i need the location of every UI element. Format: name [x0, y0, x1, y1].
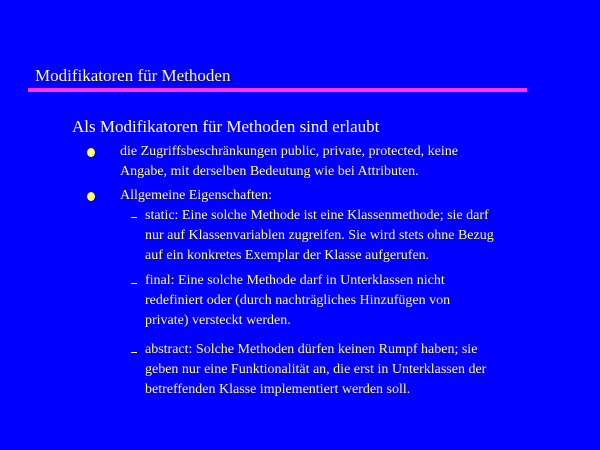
subitem-line: static: Eine solche Methode ist eine Klassenmethode; sie darf	[145, 208, 489, 223]
dash-icon	[131, 352, 137, 353]
bullet-line: die Zugriffsbeschränkungen public, private, protected, keine	[120, 144, 458, 159]
subitem-line: nur auf Klassenvariablen zugreifen. Sie wird stets ohne Bezug	[145, 228, 494, 243]
title-underline	[28, 88, 527, 92]
bullet-line: Allgemeine Eigenschaften:	[120, 188, 272, 203]
subitem-line: auf ein konkretes Exemplar der Klasse aufgerufen.	[145, 248, 430, 263]
dash-icon	[131, 283, 137, 284]
subitem-line: abstract: Solche Methoden dürfen keinen Rumpf haben; sie	[145, 342, 478, 357]
bullet-dot-icon	[87, 192, 95, 201]
bullet-item-access	[120, 142, 458, 182]
subitem-line: geben nur eine Funktionalität an, die erst in Unterklassen der	[145, 362, 487, 377]
slide-heading: Als Modifikatoren für Methoden sind erlaubt	[72, 117, 380, 136]
bullet-item-properties	[120, 186, 272, 206]
dash-icon	[131, 217, 137, 218]
subitem-abstract	[145, 340, 486, 400]
subitem-line: betreffenden Klasse implementiert werden soll.	[145, 382, 411, 397]
bullet-line: Angabe, mit derselben Bedeutung wie bei Attributen.	[120, 164, 419, 179]
bullet-dot-icon	[87, 148, 95, 157]
slide-title: Modifikatoren für Methoden	[35, 66, 231, 85]
subitem-line: private) versteckt werden.	[145, 313, 291, 328]
subitem-static	[145, 206, 494, 266]
subitem-line: redefiniert oder (durch nachträgliches Hinzufügen von	[145, 293, 451, 308]
subitem-line: final: Eine solche Methode darf in Unterklassen nicht	[145, 273, 445, 288]
subitem-final	[145, 271, 450, 331]
